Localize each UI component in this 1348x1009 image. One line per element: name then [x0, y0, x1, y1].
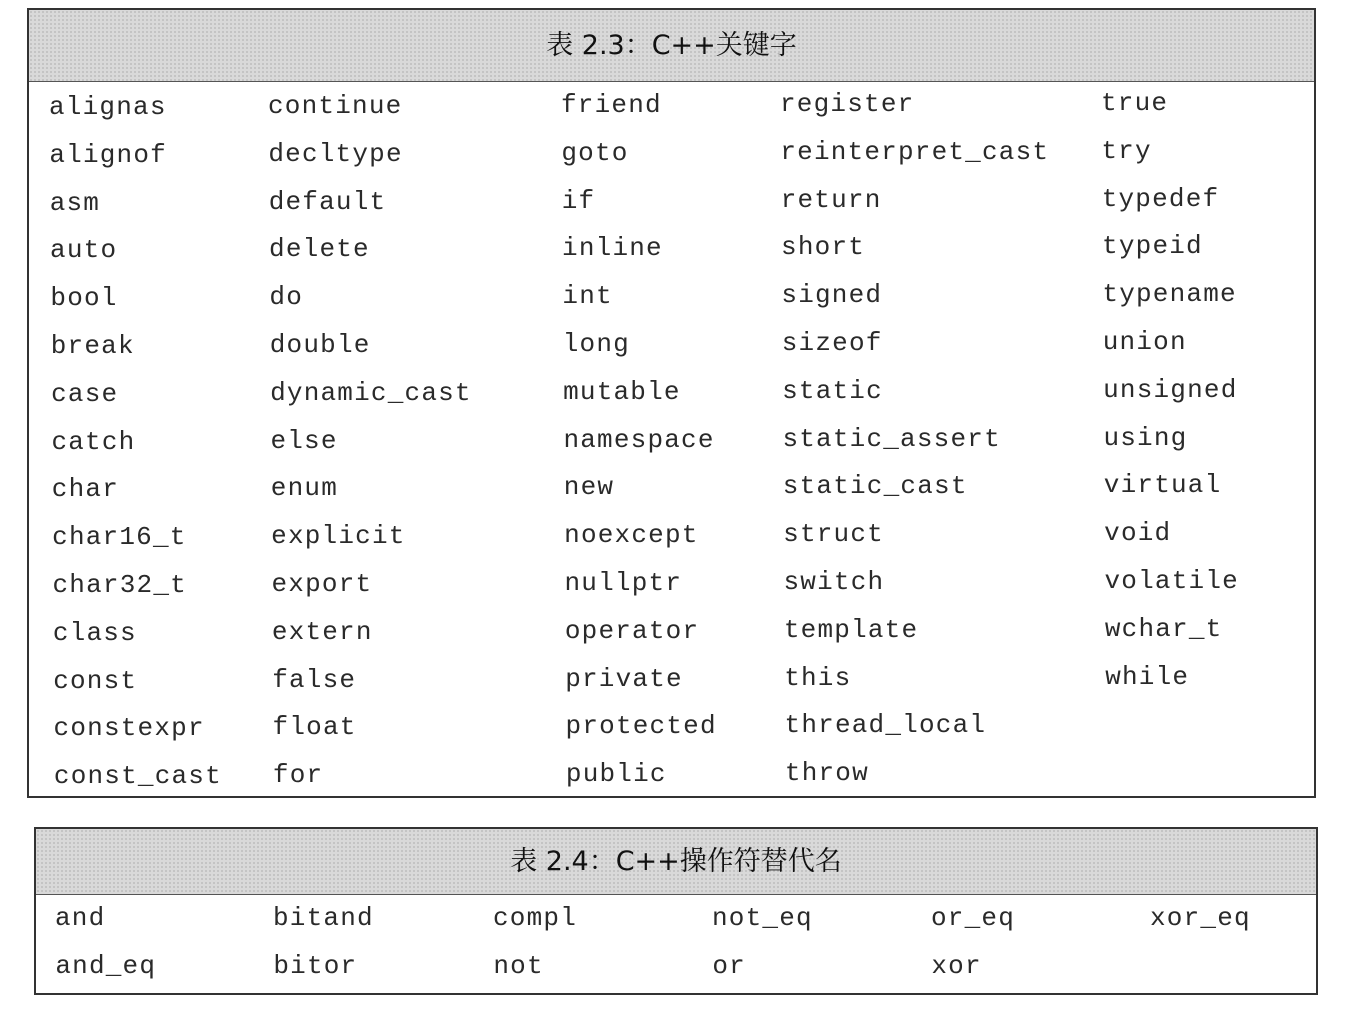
- keyword-cell: true: [1101, 88, 1169, 118]
- keyword-cell: or_eq: [931, 903, 1016, 933]
- keyword-cell: unsigned: [1103, 374, 1238, 405]
- keyword-cell: private: [565, 663, 683, 694]
- keyword-cell: throw: [784, 758, 869, 789]
- keyword-cell: const_cast: [53, 761, 222, 792]
- keyword-cell: mutable: [563, 376, 681, 407]
- keyword-cell: xor: [931, 951, 982, 981]
- keyword-cell: public: [565, 759, 667, 790]
- keyword-cell: while: [1105, 661, 1190, 692]
- keyword-cell: register: [780, 89, 915, 119]
- keyword-cell: class: [52, 617, 137, 648]
- keyword-cell: thread_local: [784, 710, 987, 741]
- keyword-cell: false: [272, 664, 357, 695]
- keyword-cell: char16_t: [52, 522, 187, 553]
- keyword-cell: not_eq: [712, 903, 813, 933]
- keyword-cell: namespace: [563, 424, 715, 455]
- keyword-cell: alignof: [49, 139, 167, 170]
- keyword-cell: try: [1101, 135, 1152, 166]
- keyword-cell: using: [1103, 422, 1188, 453]
- keyword-cell: for: [272, 760, 324, 791]
- keyword-cell: else: [270, 425, 338, 456]
- keyword-cell: nullptr: [564, 568, 683, 598]
- keyword-cell: typedef: [1101, 183, 1220, 214]
- keyword-cell: asm: [49, 187, 101, 218]
- keyword-cell: break: [50, 331, 135, 361]
- keyword-cell: or: [712, 951, 746, 981]
- keyword-cell: do: [269, 282, 303, 313]
- keyword-cell: void: [1104, 518, 1172, 549]
- keyword-cell: typeid: [1102, 231, 1203, 262]
- keyword-cell: enum: [270, 473, 339, 504]
- keyword-cell: char: [51, 474, 120, 505]
- keyword-cell: this: [784, 662, 852, 693]
- keyword-cell: extern: [271, 616, 373, 647]
- keyword-cell: and_eq: [55, 951, 157, 981]
- keyword-cell: static_assert: [782, 423, 1001, 454]
- keyword-cell: int: [562, 281, 613, 312]
- keyword-cell: char32_t: [52, 570, 187, 600]
- keyword-cell: return: [780, 184, 882, 215]
- keyword-cell: dynamic_cast: [270, 377, 472, 408]
- keyword-cell: catch: [51, 426, 136, 457]
- keyword-cell: friend: [561, 90, 662, 120]
- keywords-table-title: 表 2.3：C++关键字: [29, 10, 1314, 82]
- keyword-cell: auto: [50, 235, 118, 266]
- operator-alternatives-table: [34, 827, 1318, 995]
- keyword-cell: compl: [493, 903, 578, 933]
- keyword-cell: protected: [565, 711, 717, 742]
- operator-alternatives-table-title: 表 2.4：C++操作符替代名: [36, 829, 1316, 895]
- keyword-cell: reinterpret_cast: [780, 136, 1050, 167]
- keyword-cell: operator: [564, 615, 700, 646]
- keyword-cell: not: [493, 951, 544, 981]
- keyword-cell: default: [268, 186, 387, 217]
- keyword-cell: wchar_t: [1104, 613, 1223, 644]
- keyword-cell: static: [782, 375, 883, 406]
- keyword-cell: noexcept: [564, 520, 699, 551]
- keywords-table: [27, 8, 1316, 798]
- keyword-cell: if: [561, 185, 596, 216]
- keyword-cell: struct: [783, 519, 884, 550]
- keyword-cell: long: [562, 329, 630, 359]
- keyword-cell: case: [51, 378, 119, 409]
- keyword-cell: xor_eq: [1150, 903, 1251, 933]
- keyword-cell: signed: [781, 280, 883, 311]
- keyword-cell: typename: [1102, 279, 1237, 310]
- keyword-cell: bitand: [273, 903, 374, 933]
- keyword-cell: goto: [561, 137, 629, 168]
- keyword-cell: bitor: [273, 951, 358, 981]
- keyword-cell: explicit: [271, 521, 406, 552]
- keyword-cell: and: [55, 903, 106, 933]
- keyword-cell: const: [53, 665, 138, 696]
- keyword-cell: static_cast: [782, 471, 968, 502]
- keyword-cell: constexpr: [53, 713, 205, 744]
- keyword-cell: double: [269, 330, 371, 360]
- keyword-cell: delete: [269, 234, 370, 265]
- keyword-cell: bool: [50, 283, 118, 314]
- keyword-cell: template: [783, 614, 919, 645]
- keyword-cell: continue: [268, 91, 403, 121]
- keyword-cell: volatile: [1104, 566, 1239, 596]
- keyword-cell: union: [1102, 327, 1187, 357]
- keyword-cell: decltype: [268, 138, 403, 169]
- keyword-cell: new: [563, 472, 615, 503]
- keyword-cell: float: [272, 712, 357, 743]
- keyword-cell: inline: [562, 233, 663, 264]
- keyword-cell: alignas: [49, 92, 167, 122]
- keyword-cell: switch: [783, 567, 885, 597]
- keyword-cell: sizeof: [781, 328, 883, 358]
- keyword-cell: short: [781, 232, 866, 263]
- keyword-cell: virtual: [1103, 470, 1222, 501]
- keyword-cell: export: [271, 569, 373, 599]
